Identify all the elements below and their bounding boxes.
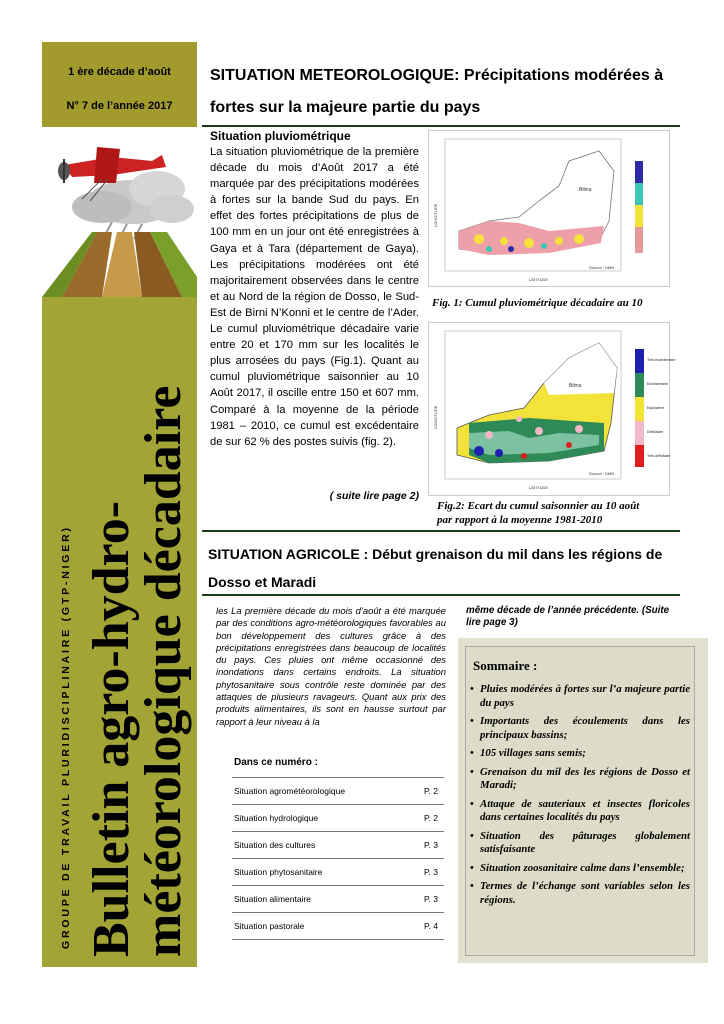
summary-item: • 105 villages sans semis; — [470, 747, 690, 761]
figure-2-caption-line1: Fig.2: Ecart du cumul saisonnier au 10 août — [437, 500, 640, 512]
issue-info-panel — [42, 42, 197, 127]
toc-row[interactable] — [232, 832, 444, 859]
summary-item: • Importants des écoulements dans les principaux bassins; — [470, 715, 690, 742]
summary-box — [458, 638, 708, 963]
figure-2-caption — [437, 499, 639, 527]
issue-number: N° 7 de l’année 2017 — [66, 100, 173, 112]
section-divider — [202, 530, 680, 532]
toc-row[interactable] — [232, 859, 444, 886]
toc-row[interactable] — [232, 913, 444, 940]
toc-page: P. 3 — [392, 886, 444, 913]
toc-page: P. 2 — [392, 805, 444, 832]
toc-row[interactable] — [232, 805, 444, 832]
summary-item: • Pluies modérées à fortes sur l’a majeure partie du pays — [470, 683, 690, 710]
toc-page: P. 3 — [392, 832, 444, 859]
toc-row[interactable] — [232, 886, 444, 913]
group-name: GROUPE DE TRAVAIL PLURIDISCIPLINAIRE (GTP-NIGER) — [60, 525, 72, 949]
bulletin-title-line1: Bulletin agro-hydro- — [83, 500, 140, 957]
toc-page: P. 4 — [392, 913, 444, 940]
figure-1-map — [428, 130, 670, 287]
toc-table — [232, 777, 444, 940]
figure-1-caption: Fig. 1: Cumul pluviométrique décadaire au 10 — [432, 297, 643, 309]
summary-inner — [465, 646, 695, 956]
map2-source: Source : DMN — [589, 471, 615, 476]
figure-2-caption-line2: par rapport à la moyenne 1981-2010 — [437, 514, 603, 526]
sidebar-title-band — [42, 297, 197, 967]
map2-axis-lat: LATITUDE — [529, 485, 549, 490]
map1-city-label: Bilma — [579, 187, 592, 193]
map2-axis-lon: LONGITUDE — [433, 405, 438, 429]
toc-label: Situation alimentaire — [232, 886, 392, 913]
agricole-divider — [202, 594, 680, 596]
airplane-cloud-icon — [42, 127, 197, 297]
pluvio-heading: Situation pluviométrique — [210, 129, 351, 143]
figure-2-map — [428, 322, 676, 496]
pluvio-continued-link[interactable]: ( suite lire page 2) — [329, 490, 419, 502]
decade-label: 1 ère décade d’août — [68, 66, 171, 78]
map2-city-label: Bilma — [569, 383, 582, 389]
legend-item: Très excédentaire — [647, 358, 676, 362]
summary-item: • Situation zoosanitaire calme dans l’ensemble; — [470, 862, 690, 876]
toc-label: Situation agrométéorologique — [232, 778, 392, 805]
bulletin-logo — [42, 127, 197, 297]
agricole-continued: même décade de l’année précédente. (Suite lire page 3) — [466, 605, 670, 629]
toc-page: P. 3 — [392, 859, 444, 886]
summary-item: • Termes de l’échange sont variables selon les régions. — [470, 880, 690, 907]
header-divider — [202, 125, 680, 127]
summary-item: • Attaque de sauteriaux et insectes floricoles dans certaines localités du pays — [470, 798, 690, 825]
summary-item: • Grenaison du mil des les régions de Dosso et Maradi; — [470, 766, 690, 793]
toc-label: Situation des cultures — [232, 832, 392, 859]
toc-label: Situation phytosanitaire — [232, 859, 392, 886]
summary-list — [470, 683, 690, 912]
pluvio-body: La situation pluviométrique de la première décade du mois d’Août 2017 a été marquée par des précipitations modérées à fortes sur la bande Sud du pays. En effet des fortes précipitations de plus de 100 mm en un jour ont été enregistrées à Gaya et à Tara (département de Gaya). Les précipitations modérées ont été majoritairement observées dans le centre et au Nord de la région de Dosso, le Sud-Est de Birni N’Konni et le centre de l’Ader. Le cumul pluviométrique décadaire varie entre 20 et 170 mm sur les localités le plus arrosées du pays (Fig.1). Quant au cumul pluviométrique saisonnier au 10 Août 2017, il oscille entre 150 et 607 mm. Comparé à la moyenne de la période 1981 – 2010, ce cumul est excédentaire de sur 62 % des postes suivis (fig. 2). — [210, 146, 419, 448]
bulletin-title-line2: météorologique décadaire — [135, 385, 192, 957]
summary-item: • Situation des pâturages globalement satisfaisante — [470, 830, 690, 857]
toc-label: Situation hydrologique — [232, 805, 392, 832]
map1-axis-lon: LONGITUDE — [433, 203, 438, 227]
legend-item: Très déficitaire — [647, 454, 671, 458]
agricole-body: les La première décade du mois d’août a été marquée par des conditions agro-météorologiques favorables au bon développement des cultures grâce à des précipitations enregistrées dans beaucoup de localités du pays. Ces pluies ont même occasionné des inondations dans certains endroits. La situation phytosanitaire sous contrôle reste dominée par des attaques de plusieurs ravageurs. Quant aux prix des produits alimentaires, ils sont en hausse surtout par rapport à leur niveau à la — [216, 605, 446, 727]
toc-row[interactable] — [232, 778, 444, 805]
agricole-title: SITUATION AGRICOLE : Début grenaison du mil dans les régions de Dosso et Maradi — [208, 546, 663, 590]
map1-source: Source : DMN — [589, 265, 615, 270]
toc-page: P. 2 — [392, 778, 444, 805]
toc-title: Dans ce numéro : — [234, 757, 318, 768]
legend-item: Déficitaire — [647, 430, 663, 434]
map1-axis-lat: LATITUDE — [529, 277, 549, 282]
legend-item: Excédentaire — [647, 382, 668, 386]
summary-title: Sommaire : — [473, 658, 538, 673]
page-title: SITUATION METEOROLOGIQUE: Précipitations modérées à fortes sur la majeure partie du pays — [210, 67, 664, 116]
toc-label: Situation pastorale — [232, 913, 392, 940]
legend-item: Equivalent — [647, 406, 664, 410]
